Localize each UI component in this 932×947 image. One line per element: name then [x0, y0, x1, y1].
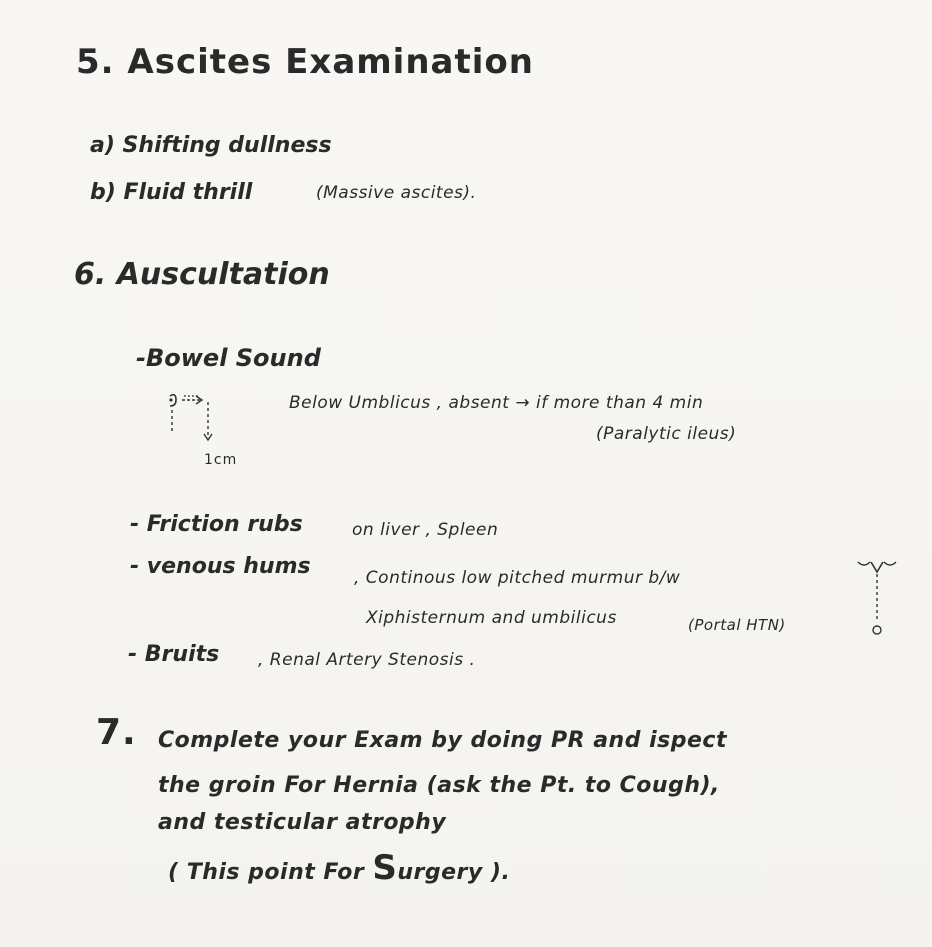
friction-rubs-note: on liver , Spleen [352, 520, 499, 540]
sketch-distance-label: 1cm [204, 452, 238, 468]
bowel-sound-note-line1: Below Umblicus , absent → if more than 4 min [289, 393, 704, 413]
bowel-sound-note-line2: (Paralytic ileus) [596, 424, 737, 444]
section-7-line4-rest: urgery ). [397, 860, 511, 885]
section-7-line2: the groin For Hernia (ask the Pt. to Cough), [158, 773, 720, 798]
friction-rubs-label: - Friction rubs [130, 512, 303, 537]
venous-hums-note-line2: Xiphisternum and umbilicus [366, 608, 617, 628]
bruits-note: , Renal Artery Stenosis . [258, 650, 476, 670]
surgery-big-letter: S [372, 848, 398, 888]
section-7-line4 [168, 848, 510, 888]
section-7-line4-prefix: ( This point For [168, 860, 373, 885]
stethoscope-placement-icon [162, 388, 222, 448]
fluid-thrill-item: b) Fluid thrill [90, 180, 253, 205]
section-7-line3: and testicular atrophy [158, 810, 447, 835]
bruits-label: - Bruits [128, 642, 220, 667]
section-7-number: 7. [96, 712, 137, 753]
fluid-thrill-note: (Massive ascites). [316, 183, 477, 203]
venous-hums-note-line1: , Continous low pitched murmur b/w [354, 568, 681, 588]
section-5-heading: 5. Ascites Examination [76, 42, 534, 82]
section-7-line1: Complete your Exam by doing PR and ispect [158, 728, 727, 753]
shifting-dullness-item: a) Shifting dullness [90, 133, 332, 158]
venous-hums-label: - venous hums [130, 554, 311, 579]
section-6-heading: 6. Auscultation [74, 257, 330, 292]
portal-htn-note: (Portal HTN) [688, 616, 786, 634]
bowel-sound-label: -Bowel Sound [136, 344, 321, 372]
venous-hum-direction-icon [856, 556, 904, 640]
